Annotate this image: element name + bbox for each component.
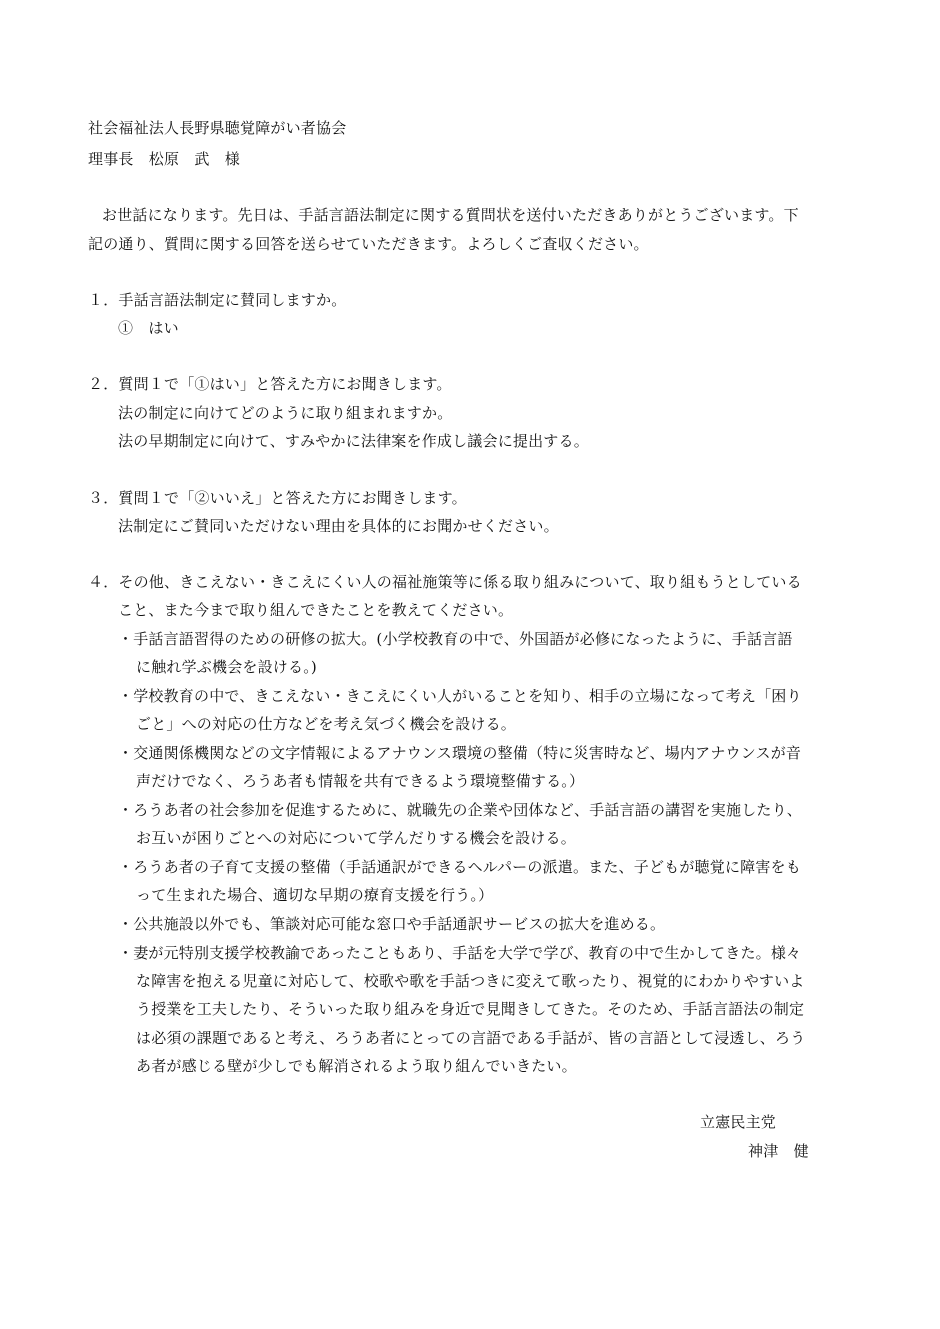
- recipient-name: 理事長 松原 武 様: [88, 150, 241, 168]
- bullet-7-line-2: な障害を抱える児童に対応して、校歌や歌を手話つきに変えて歌ったり、視覚的にわかりやすいよ: [136, 972, 805, 990]
- bullet-7-line-4: は必須の課題であると考え、ろうあ者にとっての言語である手話が、皆の言語として浸透し、ろう: [136, 1029, 806, 1047]
- bullet-5-line-1: ・ろうあ者の子育て支援の整備（手話通訳ができるヘルパーの派遣。また、子どもが聴覚に障害をも: [118, 858, 801, 876]
- signature-name: 神津 健: [748, 1142, 809, 1160]
- bullet-3-line-1: ・交通関係機関などの文字情報によるアナウンス環境の整備（特に災害時など、場内アナウンスが音: [118, 744, 802, 762]
- bullet-4-line-1: ・ろうあ者の社会参加を促進するために、就職先の企業や団体など、手話言語の講習を実施したり、: [118, 801, 803, 819]
- question-4-line-2: こと、また今まで取り組んできたことを教えてください。: [118, 601, 514, 619]
- bullet-1-line-2: に触れ学ぶ機会を設ける。): [136, 658, 317, 676]
- intro-line-1: お世話になります。先日は、手話言語法制定に関する質問状を送付いただきありがとうございます。下: [102, 206, 799, 224]
- bullet-5-line-2: って生まれた場合、適切な早期の療育支援を行う。）: [136, 886, 494, 904]
- answer-2: 法の早期制定に向けて、すみやかに法律案を作成し議会に提出する。: [118, 432, 589, 450]
- recipient-organization: 社会福祉法人長野県聴覚障がい者協会: [88, 119, 347, 137]
- bullet-7-line-5: あ者が感じる壁が少しでも解消されるよう取り組んでいきたい。: [136, 1057, 577, 1075]
- question-2: ２．質問１で「①はい」と答えた方にお聞きします。: [88, 375, 452, 393]
- bullet-6-line-1: ・公共施設以外でも、筆談対応可能な窓口や手話通訳サービスの拡大を進める。: [118, 915, 666, 933]
- bullet-1-line-1: ・手話言語習得のための研修の拡大。(小学校教育の中で、外国語が必修になったように、手話言語: [118, 630, 793, 648]
- bullet-2-line-2: ごと」への対応の仕方などを考え気づく機会を設ける。: [136, 715, 517, 733]
- question-1: １．手話言語法制定に賛同しますか。: [88, 291, 347, 309]
- bullet-7-line-1: ・妻が元特別支援学校教諭であったこともあり、手話を大学で学び、教育の中で生かしてきた。様々: [118, 944, 802, 962]
- intro-line-2: 記の通り、質問に関する回答を送らせていただきます。よろしくご査収ください。: [88, 235, 649, 253]
- question-2-detail: 法の制定に向けてどのように取り組まれますか。: [118, 404, 453, 422]
- answer-1: ① はい: [118, 319, 179, 337]
- bullet-7-line-3: う授業を工夫したり、そういった取り組みを身近で見聞きしてきた。そのため、手話言語法の制定: [136, 1000, 805, 1018]
- question-3-detail: 法制定にご賛同いただけない理由を具体的にお聞かせください。: [118, 517, 559, 535]
- signature-party: 立憲民主党: [700, 1113, 777, 1131]
- question-3: ３．質問１で「②いいえ」と答えた方にお聞きします。: [88, 489, 467, 507]
- question-4-line-1: ４．その他、きこえない・きこえにくい人の福祉施策等に係る取り組みについて、取り組もうとしている: [88, 573, 802, 591]
- bullet-2-line-1: ・学校教育の中で、きこえない・きこえにくい人がいることを知り、相手の立場になって考え「困り: [118, 687, 802, 705]
- bullet-4-line-2: お互いが困りごとへの対応について学んだりする機会を設ける。: [136, 829, 576, 847]
- bullet-3-line-2: 声だけでなく、ろうあ者も情報を共有できるよう環境整備する。）: [136, 772, 585, 790]
